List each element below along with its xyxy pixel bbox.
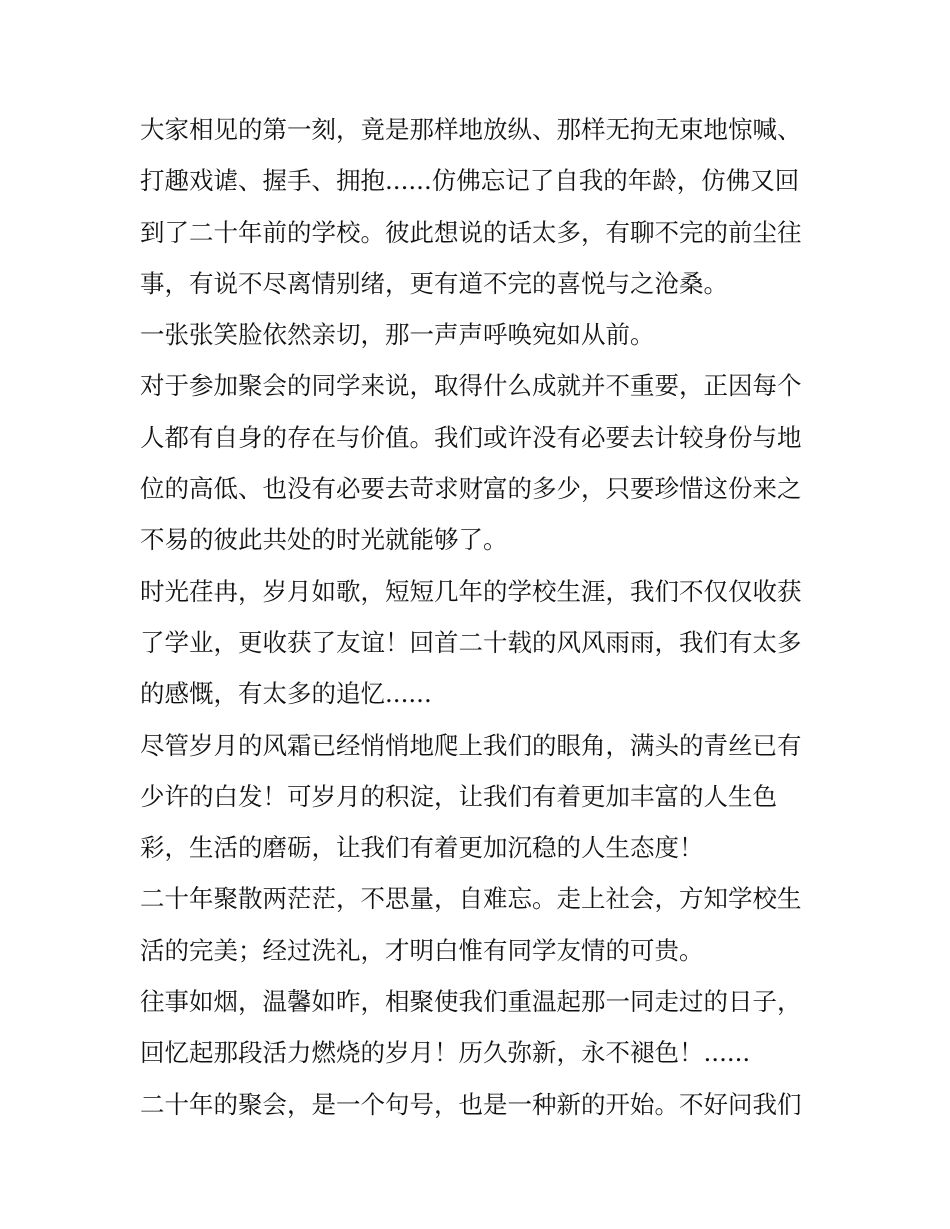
text-line: 彩，生活的磨砺，让我们有着更加沉稳的人生态度！ [140, 833, 704, 863]
text-line: 了学业，更收获了友谊！回首二十载的风风雨雨，我们有太多 [140, 627, 802, 657]
text-line: 不易的彼此共处的时光就能够了。 [140, 525, 508, 555]
document-body [140, 104, 820, 1130]
text-line: 一张张笑脸依然亲切，那一声声呼唤宛如从前。 [140, 320, 655, 350]
text-line: 往事如烟，温馨如昨，相聚使我们重温起那一同走过的日子， [140, 987, 802, 1017]
text-line: 尽管岁月的风霜已经悄悄地爬上我们的眼角，满头的青丝已有 [140, 730, 802, 760]
text-line: 二十年聚散两茫茫，不思量，自难忘。走上社会，方知学校生 [140, 884, 802, 914]
text-line: 少许的白发！可岁月的积淀，让我们有着更加丰富的人生色 [140, 781, 777, 811]
text-line: 的感慨，有太多的追忆...... [140, 679, 432, 709]
text-line: 活的完美；经过洗礼，才明白惟有同学友情的可贵。 [140, 935, 704, 965]
text-line: 位的高低、也没有必要去苛求财富的多少，只要珍惜这份来之 [140, 474, 802, 504]
text-line: 人都有自身的存在与价值。我们或许没有必要去计较身份与地 [140, 422, 802, 452]
text-line: 二十年的聚会，是一个句号，也是一种新的开始。不好问我们 [140, 1089, 802, 1119]
text-line: 回忆起那段活力燃烧的岁月！历久弥新，永不褪色！...... [140, 1038, 751, 1068]
text-line: 事，有说不尽离情别绪，更有道不完的喜悦与之沧桑。 [140, 268, 728, 298]
text-line: 对于参加聚会的同学来说，取得什么成就并不重要，正因每个 [140, 371, 802, 401]
text-line: 时光荏冉，岁月如歌，短短几年的学校生涯，我们不仅仅收获 [140, 576, 802, 606]
text-line: 打趣戏谑、握手、拥抱......仿佛忘记了自我的年龄，仿佛又回 [140, 166, 800, 196]
text-line: 到了二十年前的学校。彼此想说的话太多，有聊不完的前尘往 [140, 217, 802, 247]
text-line: 大家相见的第一刻，竟是那样地放纵、那样无拘无束地惊喊、 [140, 115, 802, 144]
